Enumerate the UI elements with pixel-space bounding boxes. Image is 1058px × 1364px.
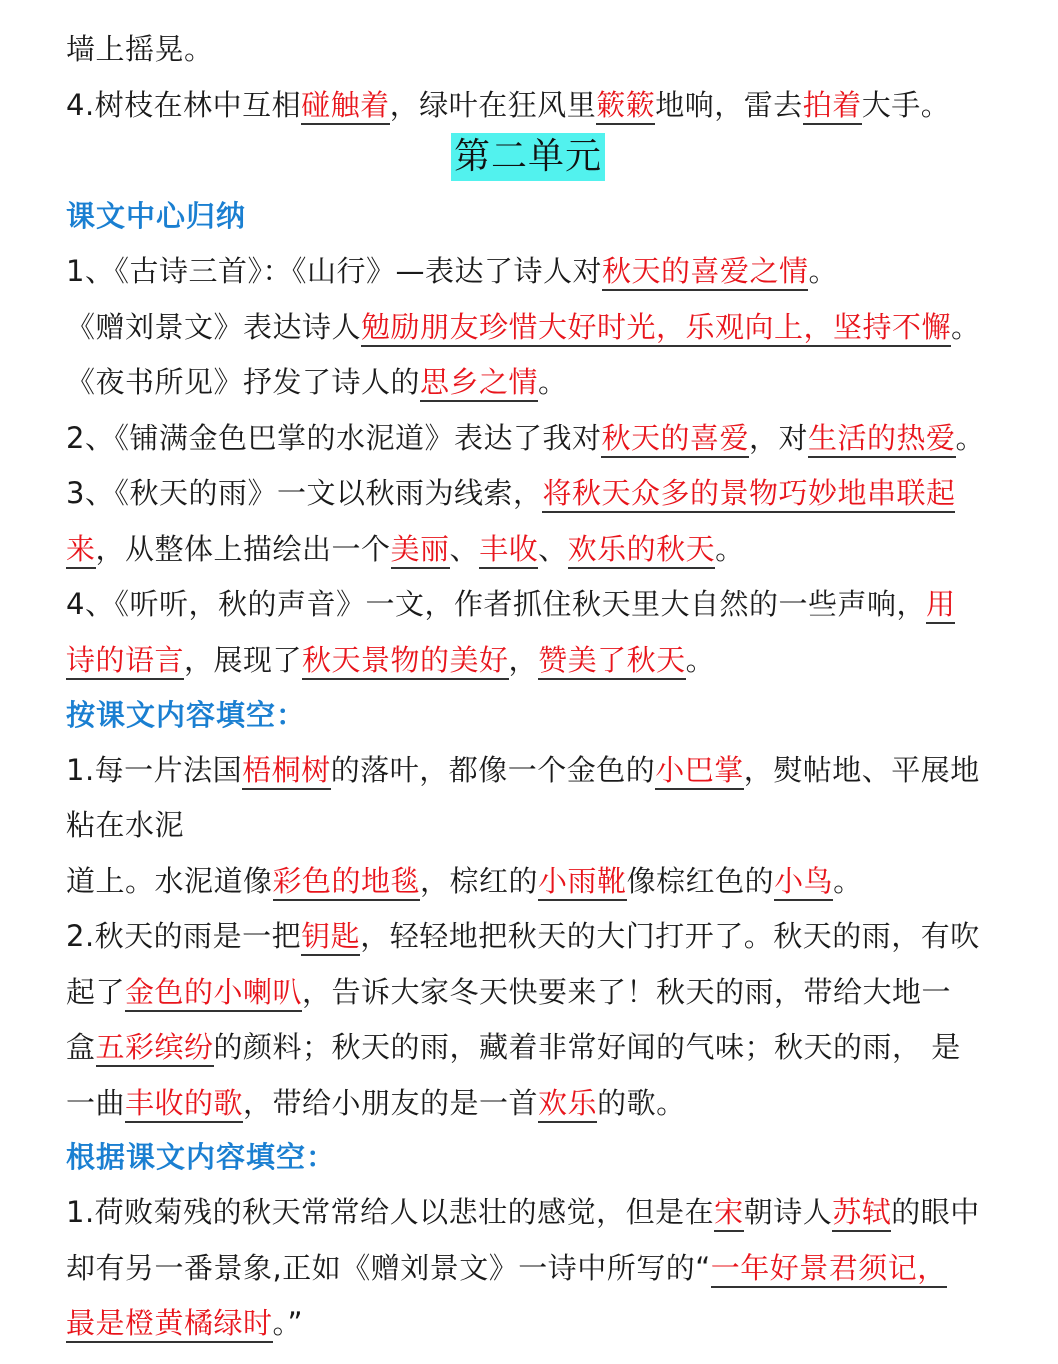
answer-text: 秋天景物的美好 bbox=[302, 643, 509, 680]
text-line bbox=[66, 973, 998, 1011]
text: 盒 bbox=[66, 1030, 96, 1064]
answer-text: 一年好景君须记， bbox=[711, 1251, 947, 1288]
answer-text: 最是橙黄橘绿时 bbox=[66, 1306, 273, 1343]
text-line bbox=[66, 252, 998, 290]
text: ， bbox=[508, 643, 539, 677]
section-heading: 按课文内容填空： bbox=[66, 698, 307, 732]
answer-text: 彩色的地毯 bbox=[273, 864, 421, 901]
answer-text: 小鸟 bbox=[774, 864, 833, 901]
text: ，熨帖地、平展地 bbox=[743, 753, 980, 787]
text-line bbox=[66, 1084, 998, 1122]
text: 《夜书所见》抒发了诗人的 bbox=[66, 365, 421, 399]
text: 4、《听听，秋的声音》一文，作者抓住秋天里大自然的一些声响， bbox=[66, 587, 926, 621]
text-line bbox=[66, 363, 998, 401]
text: 的歌。 bbox=[597, 1086, 686, 1120]
answer-text: 秋天的喜爱之情 bbox=[602, 254, 809, 291]
answer-text: 丰收的歌 bbox=[125, 1086, 243, 1123]
text-line bbox=[66, 474, 998, 512]
text: ，绿叶在狂风里 bbox=[389, 88, 597, 122]
text: 。 bbox=[833, 864, 863, 898]
text-line bbox=[66, 30, 998, 68]
text-line bbox=[66, 751, 998, 789]
text: 却有另一番景象,正如《赠刘景文》一诗中所写的“ bbox=[66, 1251, 711, 1285]
text: 3、《秋天的雨》一文以秋雨为线索， bbox=[66, 476, 543, 510]
text: 起了 bbox=[66, 975, 126, 1009]
answer-text: 丰收 bbox=[479, 532, 538, 569]
text-line bbox=[66, 86, 998, 124]
text: 的颜料；秋天的雨，藏着非常好闻的气味；秋天的雨， 是 bbox=[213, 1030, 961, 1064]
text: ，棕红的 bbox=[420, 864, 539, 898]
answer-text: 秋天的喜爱 bbox=[601, 421, 749, 458]
text: ，对 bbox=[748, 421, 808, 455]
section-heading: 根据课文内容填空： bbox=[66, 1140, 337, 1174]
text: 1.每一片法国 bbox=[66, 753, 243, 787]
answer-text: 金色的小喇叭 bbox=[125, 975, 302, 1012]
answer-text: 欢乐的秋天 bbox=[568, 532, 716, 569]
text: 的眼中 bbox=[891, 1195, 980, 1229]
text: ，带给小朋友的是一首 bbox=[243, 1086, 539, 1120]
text: 道上。水泥道像 bbox=[66, 864, 273, 898]
text-line bbox=[66, 641, 998, 679]
text: 地响，雷去 bbox=[655, 88, 803, 122]
text: 墙上摇晃。 bbox=[66, 32, 214, 66]
text: 2.秋天的雨是一把 bbox=[66, 919, 302, 953]
text: 。” bbox=[272, 1306, 304, 1340]
text-line bbox=[66, 1028, 998, 1066]
answer-text: 来 bbox=[66, 532, 96, 569]
text: ，展现了 bbox=[184, 643, 303, 677]
answer-text: 梧桐树 bbox=[242, 753, 331, 790]
text: 4.树枝在林中互相 bbox=[66, 88, 302, 122]
answer-text: 用 bbox=[926, 587, 956, 624]
text: 粘在水泥 bbox=[66, 808, 185, 842]
text: 。 bbox=[951, 310, 981, 344]
text: 1、《古诗三首》：《山行》—表达了诗人对 bbox=[66, 254, 602, 288]
text-line bbox=[66, 862, 998, 900]
text-line bbox=[66, 1304, 998, 1342]
answer-text: 五彩缤纷 bbox=[96, 1030, 214, 1067]
answer-text: 美丽 bbox=[391, 532, 450, 569]
text: 、 bbox=[449, 532, 480, 566]
text: ，告诉大家冬天快要来了！秋天的雨，带给大地一 bbox=[302, 975, 952, 1009]
answer-text: 将秋天众多的景物巧妙地串联起 bbox=[542, 476, 955, 513]
answer-text: 钥匙 bbox=[301, 919, 360, 956]
answer-text: 苏轼 bbox=[832, 1195, 891, 1232]
text-line bbox=[66, 806, 998, 844]
answer-text: 小巴掌 bbox=[655, 753, 744, 790]
answer-text: 小雨靴 bbox=[538, 864, 627, 901]
text: 。 bbox=[715, 532, 745, 566]
answer-text: 拍着 bbox=[803, 88, 862, 125]
text-line bbox=[66, 308, 998, 346]
text-line bbox=[66, 585, 998, 623]
text-line bbox=[66, 917, 998, 955]
answer-text: 勉励朋友珍惜大好时光，乐观向上，坚持不懈 bbox=[361, 310, 951, 347]
text: 。 bbox=[538, 365, 568, 399]
answer-text: 簌簌 bbox=[596, 88, 655, 125]
text: 大手。 bbox=[861, 88, 951, 122]
answer-text: 诗的语言 bbox=[66, 643, 184, 680]
text: 朝诗人 bbox=[743, 1195, 833, 1229]
answer-text: 思乡之情 bbox=[420, 365, 538, 402]
text-line bbox=[66, 1193, 998, 1231]
text-line bbox=[66, 1249, 998, 1287]
text: 的落叶，都像一个金色的 bbox=[330, 753, 656, 787]
text: 。 bbox=[808, 254, 838, 288]
section-heading: 课文中心归纳 bbox=[66, 199, 247, 233]
answer-text: 碰触着 bbox=[301, 88, 390, 125]
answer-text: 生活的热爱 bbox=[808, 421, 956, 458]
unit-title: 第二单元 bbox=[451, 133, 605, 181]
text: 2、《铺满金色巴掌的水泥道》表达了我对 bbox=[66, 421, 602, 455]
text: 《赠刘景文》表达诗人 bbox=[66, 310, 362, 344]
text: 。 bbox=[955, 421, 986, 455]
text-line bbox=[66, 419, 998, 457]
text: ，从整体上描绘出一个 bbox=[95, 532, 391, 566]
text: ，轻轻地把秋天的大门打开了。秋天的雨，有吹 bbox=[360, 919, 980, 953]
text: 一曲 bbox=[66, 1086, 126, 1120]
text-line bbox=[66, 530, 998, 568]
text: 。 bbox=[685, 643, 716, 677]
text: 像棕红色的 bbox=[626, 864, 775, 898]
answer-text: 赞美了秋天 bbox=[538, 643, 686, 680]
text: 1.荷败菊残的秋天常常给人以悲壮的感觉，但是在 bbox=[66, 1195, 715, 1229]
answer-text: 欢乐 bbox=[538, 1086, 597, 1123]
text: 、 bbox=[538, 532, 568, 566]
answer-text: 宋 bbox=[714, 1195, 744, 1232]
